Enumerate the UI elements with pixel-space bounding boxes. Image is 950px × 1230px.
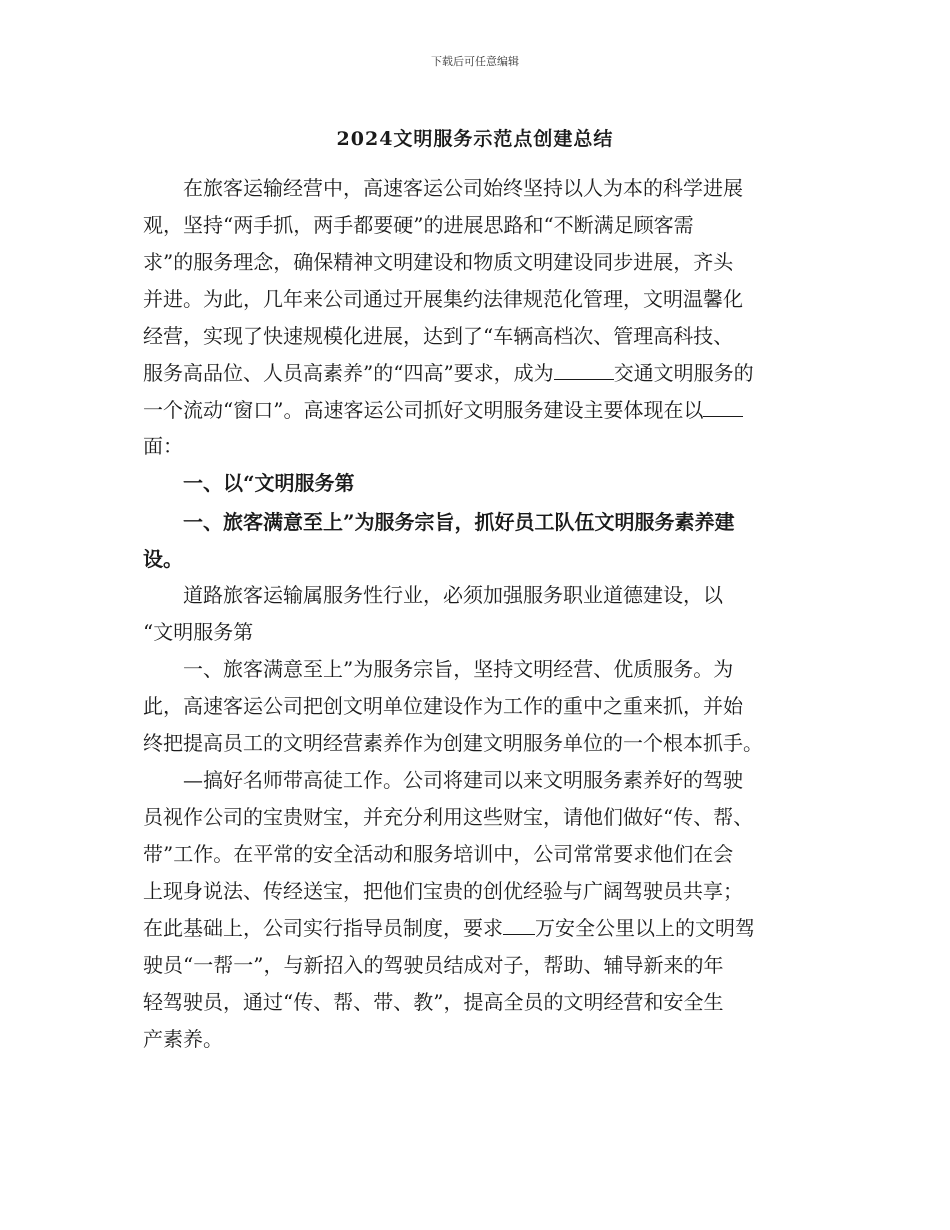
document-title: 2024文明服务示范点创建总结 bbox=[336, 128, 614, 150]
paragraph-line: 在旅客运输经营中，高速客运公司始终坚持以人为本的科学进展 bbox=[143, 176, 743, 200]
paragraph-line: 带”工作。在平常的安全活动和服务培训中，公司常常要求他们在会 bbox=[143, 842, 734, 866]
section-heading-line: 一、以“文明服务第 bbox=[143, 471, 355, 495]
paragraph-line: 驶员“一帮一”，与新招入的驾驶员结成对子，帮助、辅导新来的年 bbox=[143, 953, 724, 977]
paragraph-line: 员视作公司的宝贵财宝，并充分利用这些财宝，请他们做好“传、帮、 bbox=[143, 805, 754, 829]
fill-blank bbox=[703, 396, 743, 417]
paragraph-line: 求”的服务理念，确保精神文明建设和物质文明建设同步进展，齐头 bbox=[143, 250, 734, 274]
paragraph-line: 产素养。 bbox=[143, 1027, 223, 1051]
line-text: 交通文明服务的 bbox=[613, 361, 754, 385]
line-text: 在此基础上，公司实行指导员制度，要求 bbox=[143, 916, 503, 940]
fill-blank bbox=[503, 914, 535, 935]
paragraph-line: —搞好名师带高徒工作。公司将建司以来文明服务素养好的驾驶 bbox=[143, 768, 743, 792]
paragraph-line bbox=[143, 359, 754, 387]
paragraph-line: 经营，实现了快速规模化进展，达到了“车辆高档次、管理高科技、 bbox=[143, 324, 734, 348]
paragraph-line: 面： bbox=[143, 434, 183, 458]
header-note: 下载后可任意编辑 bbox=[431, 55, 519, 68]
line-text: 服务高品位、人员高素养”的“四高”要求，成为 bbox=[143, 361, 554, 385]
paragraph-line: 道路旅客运输属服务性行业，必须加强服务职业道德建设，以 bbox=[143, 583, 723, 607]
paragraph-line: 一、旅客满意至上”为服务宗旨，坚持文明经营、优质服务。为 bbox=[143, 657, 734, 681]
line-text: 万安全公里以上的文明驾 bbox=[535, 916, 755, 940]
paragraph-line bbox=[143, 914, 755, 942]
section-heading-line: 一、旅客满意至上”为服务宗旨，抓好员工队伍文明服务素养建 bbox=[143, 510, 735, 534]
paragraph-line: 观，坚持“两手抓，两手都要硬”的进展思路和“不断满足顾客需 bbox=[143, 213, 694, 237]
paragraph-line: 并进。为此，几年来公司通过开展集约法律规范化管理，文明温馨化 bbox=[143, 287, 743, 311]
paragraph-line: “文明服务第 bbox=[143, 620, 254, 644]
paragraph-line: 终把提高员工的文明经营素养作为创建文明服务单位的一个根本抓手。 bbox=[143, 731, 763, 755]
section-heading-line: 设。 bbox=[143, 547, 183, 571]
paragraph-line: 上现身说法、传经送宝，把他们宝贵的创优经验与广阔驾驶员共享； bbox=[143, 879, 743, 903]
line-text: 一个流动“窗口”。高速客运公司抓好文明服务建设主要体现在以 bbox=[143, 398, 704, 422]
paragraph-line: 轻驾驶员，通过“传、帮、带、教”，提高全员的文明经营和安全生 bbox=[143, 990, 724, 1014]
paragraph-line bbox=[143, 396, 743, 424]
fill-blank bbox=[554, 359, 614, 380]
paragraph-line: 此，高速客运公司把创文明单位建设作为工作的重中之重来抓，并始 bbox=[143, 694, 743, 718]
